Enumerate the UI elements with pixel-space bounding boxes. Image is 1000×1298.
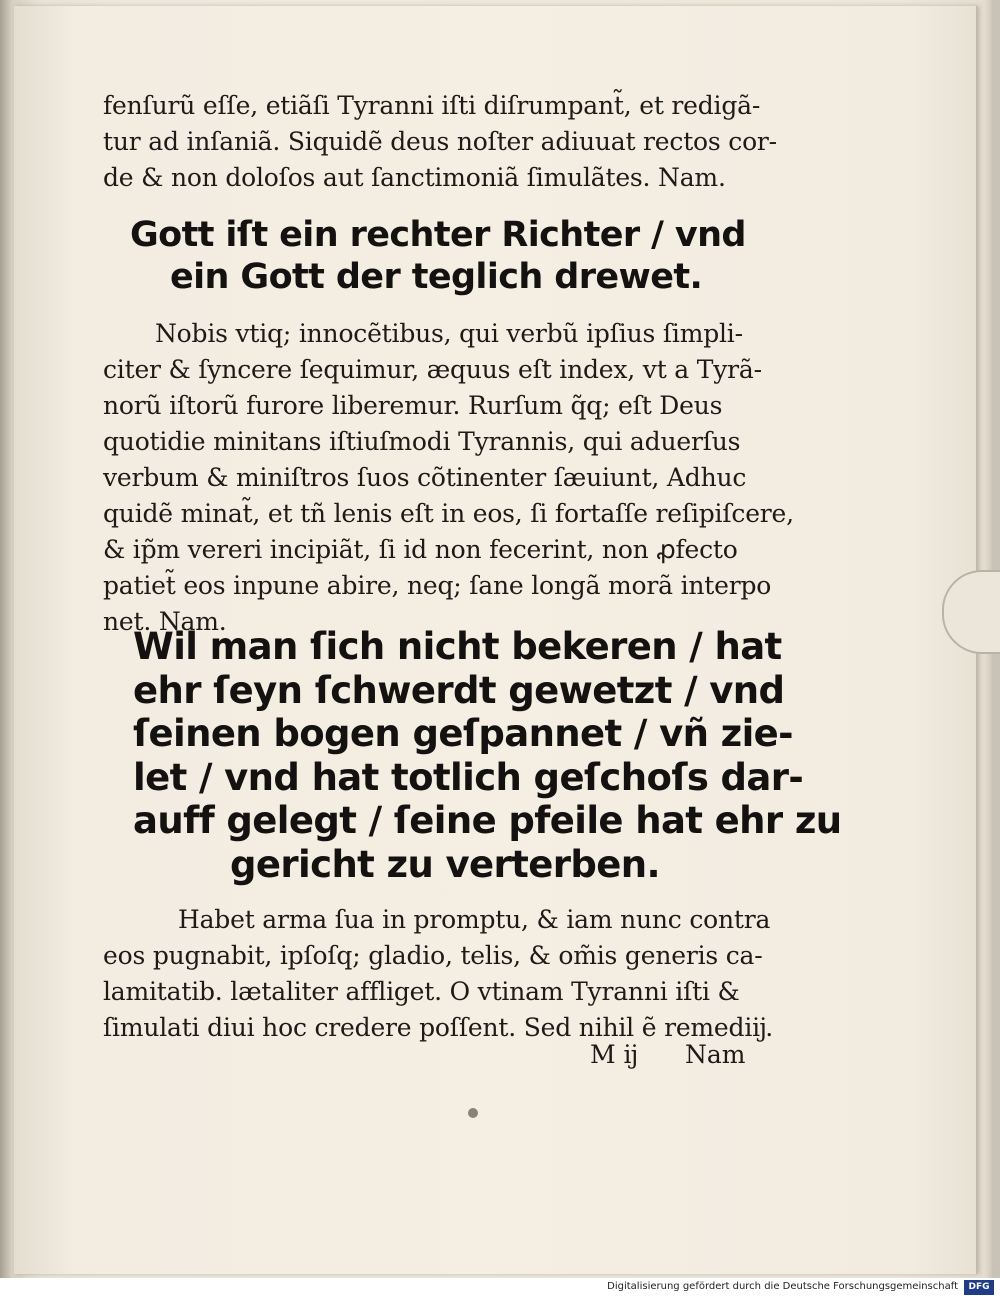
latin-paragraph-3 xyxy=(103,902,773,1046)
footer-bar xyxy=(0,1278,1000,1298)
text-line: Wil man ſich nicht bekeren / hat xyxy=(133,625,782,668)
text-line: tur ad inſaniã. Siquidẽ deus noſter adiuuat rectos cor- xyxy=(103,127,777,156)
text-line: Gott iſt ein rechter Richter / vnd xyxy=(130,215,746,255)
text-line: quidẽ minat̃, et tñ lenis eſt in eos, ſi fortaſſe reſipiſcere, xyxy=(103,499,794,528)
catchword: Nam xyxy=(685,1040,746,1069)
text-line: auff gelegt / ſeine pfeile hat ehr zu xyxy=(133,799,842,842)
text-line: ſeinen bogen geſpannet / vñ zie- xyxy=(133,712,793,755)
text-line: & ip̃m vereri incipiãt, ſi id non fecerint, non ꝓfecto xyxy=(103,535,738,564)
german-verse-heading-1 xyxy=(130,214,746,298)
text-line: net. Nam. xyxy=(103,607,227,636)
text-line: verbum & miniſtros ſuos cõtinenter ſæuiunt, Adhuc xyxy=(103,463,747,492)
text-line: de & non doloſos aut ſanctimoniã ſimulãtes. Nam. xyxy=(103,163,726,192)
text-line: let / vnd hat totlich geſchoſs dar- xyxy=(133,755,804,799)
latin-paragraph-1 xyxy=(103,88,777,196)
text-line: fenſurũ eſſe, etiãſi Tyranni iſti diſrumpant̃, et redigã- xyxy=(103,91,761,120)
text-line: ehr ſeyn ſchwerdt gewetzt / vnd xyxy=(133,668,785,712)
text-line: ſimulati diui hoc credere poſſent. Sed nihil ẽ remediĳ. xyxy=(103,1013,773,1042)
text-line: ein Gott der teglich drewet. xyxy=(170,257,703,297)
text-line: Nobis vtiq; innocẽtibus, qui verbũ ipſius ſimpli- xyxy=(155,319,743,348)
text-line: quotidie minitans iſtiuſmodi Tyrannis, qui aduerſus xyxy=(103,427,741,456)
text-line: gericht zu verterben. xyxy=(230,842,660,886)
funding-credit: Digitalisierung gefördert durch die Deutsche Forschungsgemeinschaft xyxy=(607,1281,958,1292)
text-line: patiet̃ eos inpune abire, neq; ſane longã morã interpo xyxy=(103,571,772,600)
german-verse-heading-2 xyxy=(125,625,842,886)
text-line: eos pugnabit, ipſoſq; gladio, telis, & om̃is generis ca- xyxy=(103,941,763,970)
latin-paragraph-2 xyxy=(103,316,794,640)
page-signature-line xyxy=(590,1040,746,1069)
paper-spot xyxy=(468,1108,478,1118)
text-line: norũ iſtorũ furore liberemur. Rurſum q̃q; eſt Deus xyxy=(103,391,723,420)
text-line: citer & ſyncere ſequimur, æquus eſt index, vt a Tyrã- xyxy=(103,355,762,384)
signature-mark: M ĳ xyxy=(590,1040,637,1069)
text-line: lamitatib. lætaliter affliget. O vtinam Tyranni iſti & xyxy=(103,977,740,1006)
dfg-logo: DFG xyxy=(964,1280,994,1295)
text-line: Habet arma ſua in promptu, & iam nunc contra xyxy=(178,905,771,934)
